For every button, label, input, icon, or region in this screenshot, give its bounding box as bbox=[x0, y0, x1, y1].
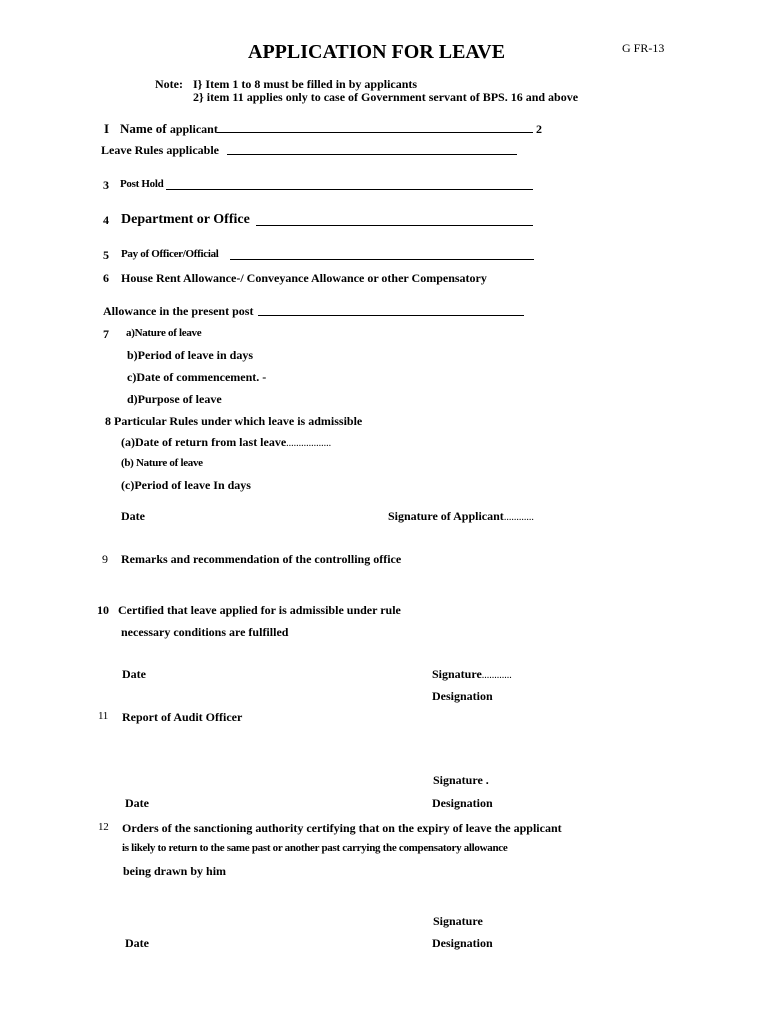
field-7b-label: b)Period of leave in days bbox=[127, 348, 253, 362]
pay-field[interactable] bbox=[230, 259, 534, 260]
department-field[interactable] bbox=[256, 225, 533, 226]
field-6-number: 6 bbox=[103, 271, 109, 285]
field-4-number: 4 bbox=[103, 213, 109, 227]
field-6-continuation: Allowance in the present post bbox=[103, 304, 254, 318]
field-8a-dots: .................. bbox=[286, 438, 332, 449]
applicant-signature-label bbox=[388, 509, 534, 524]
field-7c-label: c)Date of commencement. - bbox=[127, 370, 267, 384]
section-9-text: Remarks and recommendation of the controlling office bbox=[121, 552, 402, 566]
section-10-signature-label bbox=[432, 667, 512, 682]
field-6-label: House Rent Allowance-/ Conveyance Allowance or other Compensatory bbox=[121, 271, 487, 285]
field-1-label-a: Name of bbox=[120, 121, 167, 136]
section-11-designation-label: Designation bbox=[432, 796, 493, 810]
section-10-date-label: Date bbox=[122, 667, 146, 681]
section-10-signature-dots: ............ bbox=[481, 670, 512, 681]
section-12-text-2: is likely to return to the same past or another past carrying the compensatory allowance bbox=[122, 842, 508, 854]
field-8b-label: (b) Nature of leave bbox=[121, 457, 203, 469]
applicant-date-label: Date bbox=[121, 509, 145, 523]
field-8-label: 8 Particular Rules under which leave is admissible bbox=[105, 414, 363, 428]
field-5-label: Pay of Officer/Official bbox=[121, 248, 219, 260]
field-7d-label: d)Purpose of leave bbox=[127, 392, 222, 406]
note-label: Note: bbox=[155, 77, 183, 91]
section-12-number: 12 bbox=[98, 821, 109, 833]
section-11-signature-label: Signature . bbox=[433, 773, 489, 787]
field-7-number: 7 bbox=[103, 327, 109, 341]
field-4-label: Department or Office bbox=[121, 212, 250, 227]
post-hold-field[interactable] bbox=[166, 189, 533, 190]
field-8c-label: (c)Period of leave In days bbox=[121, 478, 251, 492]
allowance-field[interactable] bbox=[258, 315, 524, 316]
page-title: APPLICATION FOR LEAVE bbox=[248, 41, 506, 63]
applicant-name-field[interactable] bbox=[217, 132, 533, 133]
field-3-number: 3 bbox=[103, 178, 109, 192]
field-1-label-b: applicant bbox=[169, 122, 218, 136]
field-1-number: I bbox=[104, 121, 110, 136]
section-12-signature-label: Signature bbox=[433, 914, 483, 928]
leave-rules-field[interactable] bbox=[227, 154, 517, 155]
field-1-tail: 2 bbox=[536, 122, 542, 136]
field-7a-label: a)Nature of leave bbox=[126, 327, 202, 339]
field-8a-label bbox=[121, 435, 331, 450]
note-item-2: 2} item 11 applies only to case of Government servant of BPS. 16 and above bbox=[193, 90, 579, 104]
note-item-1: I} Item 1 to 8 must be filled in by applicants bbox=[193, 77, 418, 91]
field-8a-text: (a)Date of return from last leave bbox=[121, 435, 287, 449]
section-10-text: Certified that leave applied for is admissible under rule bbox=[118, 603, 401, 617]
section-10-designation-label: Designation bbox=[432, 689, 493, 703]
section-12-text: Orders of the sanctioning authority certifying that on the expiry of leave the applicant bbox=[122, 821, 562, 835]
section-10-number: 10 bbox=[97, 603, 109, 617]
section-12-designation-label: Designation bbox=[432, 936, 493, 950]
form-code: G FR-13 bbox=[622, 41, 665, 55]
section-11-date-label: Date bbox=[125, 796, 149, 810]
section-10-signature-text: Signature bbox=[432, 667, 482, 681]
field-1-label bbox=[120, 121, 218, 137]
field-2-label: Leave Rules applicable bbox=[101, 143, 220, 157]
section-9-number: 9 bbox=[102, 552, 108, 566]
applicant-signature-dots: ............ bbox=[503, 512, 534, 523]
section-10-text-2: necessary conditions are fulfilled bbox=[121, 625, 289, 639]
section-11-text: Report of Audit Officer bbox=[122, 710, 243, 724]
section-12-date-label: Date bbox=[125, 936, 149, 950]
field-3-label: Post Hold bbox=[120, 178, 164, 190]
applicant-signature-text: Signature of Applicant bbox=[388, 509, 504, 523]
field-5-number: 5 bbox=[103, 248, 109, 262]
section-12-text-3: being drawn by him bbox=[123, 864, 227, 878]
section-11-number: 11 bbox=[98, 710, 108, 722]
